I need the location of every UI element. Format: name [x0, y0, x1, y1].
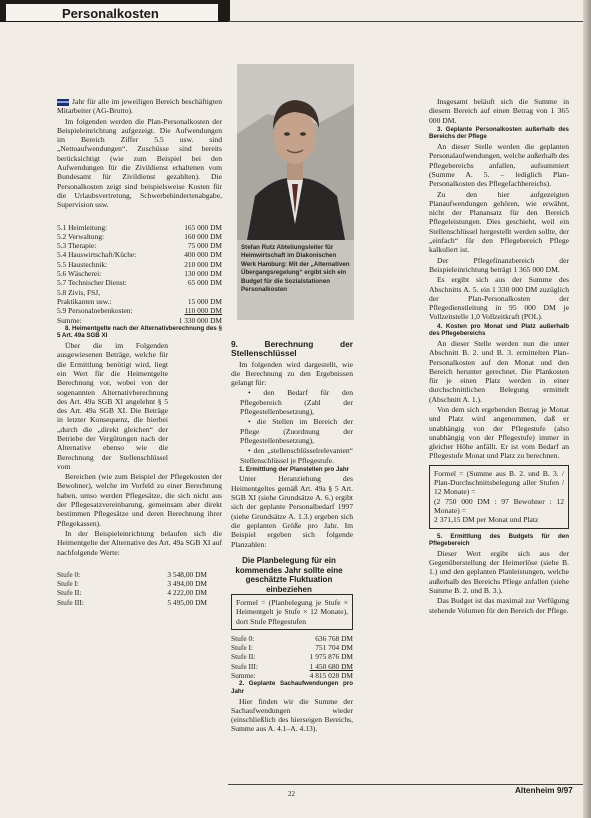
flag-icon	[57, 99, 69, 106]
body-paragraph: Über die im Folgenden ausgewiesenen Beträge, welche für die Ermittlung benötigt wird, liegt ein Wert für die Heimentgelte Berechnung vor, wobei von der sogenannten Alternativberechnung des Art. 49a SGB XI angelehnt § 5 des Art. 49a SGB XI. Die Beträge in letzter Konsequenz, die hierbei „durch die „direkt gleichen“ der Betriebe der Vergütungen nach der Alternative ebenso wie die Berechnung der Stellenschlüssel vom	[57, 341, 168, 471]
list-item: • die Stellen im Bereich der Pflege (Zuordnung der Pflegestellenbesetzung),	[240, 417, 353, 445]
body-paragraph: Im folgenden wird dargestellt, wie die Berechnung zu den Ergebnissen gelangt für:	[231, 359, 353, 388]
body-paragraph: Von dem sich ergebenden Betrag je Monat und Platz wird angenommen, daß er unabhängig von der Pflegestufe (also unabhängig von der Pflegestufe) immer in gleicher Höhe anfällt. Er ist vom Bedarf an Pflegestufe Monat und Platz zu berechnen.	[429, 404, 569, 461]
portrait-illustration	[237, 64, 354, 240]
entgelt-level-table	[57, 570, 207, 607]
section-heading: 9. Berechnung der Stellenschlüssel	[231, 339, 353, 359]
row-label: Stufe III:	[231, 661, 258, 671]
section-heading: 5. Ermittlung des Budgets für den Pflegebereich	[429, 532, 569, 548]
row-value: 110 000 DM	[184, 306, 222, 316]
personnel-cost-table	[57, 223, 222, 325]
section-heading: 1. Ermittlung der Planstellen pro Jahr	[239, 465, 350, 473]
row-label: 5.6 Wäscherei:	[57, 269, 102, 279]
body-paragraph: Zu den hier aufgezeigten Planaufwendungen gehören, wie erwähnt, nicht der Planansatz für den Bereich Pflegeleistungen. Dies geschieht, weil ein Stellenschlüssel hergestellt werden sollte, der „einfach“ für den Pflegebereich Pflege kalkuliert ist.	[429, 189, 569, 255]
row-label: Stufe II:	[231, 652, 256, 662]
stage-row	[231, 671, 353, 680]
row-value: 160 000 DM	[184, 231, 222, 241]
body-paragraph: In der Beispieleinrichtung belaufen sich die Heimentgelte der Alternative des Art. 49a SGB XI auf nachfolgende Werte:	[57, 528, 222, 557]
row-label: 5.1 Heimleitung:	[57, 222, 108, 232]
body-paragraph: Das Budget ist das maximal zur Verfügung stehende Volumen für den Bereich der Pflege.	[429, 596, 569, 615]
section-label-box	[5, 3, 219, 22]
stage-row	[231, 643, 353, 652]
row-label: Stufe I:	[231, 643, 253, 653]
section-heading: 4. Kosten pro Monat und Platz außerhalb des Pflegebereichs	[429, 322, 569, 338]
cost-row	[57, 223, 222, 232]
row-label: 5.4 Hauswirtschaft/Küche:	[57, 250, 137, 260]
list-item: • den Bedarf für den Pflegebereich (Zahl der Pflegestellenbesetzung),	[240, 388, 354, 417]
photo-caption-box	[237, 240, 354, 320]
cost-row	[57, 316, 222, 325]
column-left	[57, 97, 222, 607]
row-label: Stufe 0:	[57, 569, 81, 579]
formula-box	[429, 465, 569, 529]
level-row	[57, 588, 207, 597]
row-value: 3 494,00 DM	[167, 579, 207, 589]
row-label: Summe:	[231, 671, 256, 681]
formula-line: (2 750 000 DM : 97 Bewohner : 12 Monate) =	[434, 496, 564, 515]
row-value: 636 768 DM	[315, 633, 353, 643]
photo-caption: Stefan Rutz Abteilungsleiter für Heimwirtschaft im Diakonischen Werk Hamburg: Mit der „Alternativen Übergangsregelung“ ergibt sich ein Budget für die Sozialstationen Personalkosten	[241, 244, 350, 294]
row-value: 751 704 DM	[315, 643, 353, 653]
row-value: 130 000 DM	[184, 269, 222, 279]
row-label: 5.5 Haustechnik:	[57, 259, 108, 269]
magazine-issue: Altenheim 9/97	[515, 786, 573, 795]
portrait-photo	[237, 64, 354, 240]
row-value: 1 450 680 DM	[309, 661, 353, 671]
cost-row	[57, 232, 222, 241]
cost-row	[57, 269, 222, 278]
body-paragraph: Dieser Wert ergibt sich aus der Gegenüberstellung der Heimerlöse (siehe B. 1.) und den geplanten Planleistungen, welche außerhalb des Bereichs Pflege anfallen (siehe Summe B. 2. und B. 3.).	[429, 548, 569, 595]
row-value: 65 000 DM	[187, 278, 222, 288]
row-value: 165 000 DM	[184, 222, 222, 232]
row-label: 5.2 Verwaltung:	[57, 231, 105, 241]
body-paragraph: An dieser Stelle werden nun die unter Abschnitt B. 2. und B. 3. ermittelten Plan-Personalkosten auf den Monat und den Bereich herunter gerechnet. Die Plankosten für je einen Platz werden in einer durchschnittlichen Belegung ermittelt (Abschnitt A. 1.).	[429, 338, 569, 404]
section-ribbon	[0, 0, 230, 22]
column-middle-lower	[231, 590, 353, 735]
cost-row	[57, 288, 222, 297]
formula-text: Formel = (Planbelegung je Stufe × Heimentgelt je Stufe × 12 Monate), dort Stufe Pflegestufen	[236, 598, 348, 626]
row-label: 5.8 Zivis, FSJ,	[57, 287, 100, 297]
row-value: 1 975 876 DM	[309, 652, 353, 662]
body-paragraph: Der Pflegefinanzbereich der Beispieleinrichtung beträgt 1 365 000 DM.	[429, 255, 569, 274]
cost-row	[57, 241, 222, 250]
row-label: Stufe III:	[57, 597, 84, 607]
body-paragraph: Insgesamt beläuft sich die Summe in diesem Bereich auf einen Betrag von 1 365 000 DM.	[429, 97, 569, 125]
cost-row	[57, 297, 222, 306]
body-paragraph: Im folgenden werden die Plan-Personalkosten der Beispieleinrichtung aufgezeigt. Die Aufwendungen im Bereich Ziffer 5.5 usw. sind „Nettoaufwendungen“. Zuschüsse sind bereits berücksichtigt (wie zum Beispiel bei den Aufwendungen für die Zivildienst erhaltenen vom Bundesamt für Zivildienst gezahlten). Die Personalkosten zeigt sind beispielsweise Kosten für die Urlaubsvertretung, Schwerbehindertenabgabe, Supervision usw.	[57, 116, 222, 210]
column-middle	[231, 340, 353, 550]
footer-rule	[228, 784, 583, 785]
row-value: 75 000 DM	[187, 241, 222, 251]
row-value: 5 495,00 DM	[167, 597, 207, 607]
column-right	[429, 97, 569, 616]
row-label: Stufe 0:	[231, 633, 255, 643]
cost-row	[57, 278, 222, 287]
row-label: 5.3 Therapie:	[57, 241, 97, 251]
level-row	[57, 579, 207, 588]
list-item: • den „stellenschlüsselrelevanten“ Stellenschlüssel je Pflegestufe.	[240, 446, 353, 465]
body-paragraph: Unter Heranziehung des Heimentgeltes gemäß Art. 49a § 5 Art. SGB XI (siehe Grundsätze A. 6.) ergibt sich der geplante Personalbedarf 1997 (siehe Grundsätze A. 1.3.) ergeben sich die geplanten Größe pro Jahr. Im Beispiel ergeben sich folgende Planzahlen:	[231, 474, 353, 549]
section-title: Personalkosten	[62, 6, 159, 21]
row-value: 1 330 000 DM	[178, 315, 222, 325]
page-number: 22	[288, 790, 295, 798]
stage-row	[231, 634, 353, 643]
body-paragraph: Es ergibt sich aus der Summe des Abschnitts A. 5. ein 1 330 000 DM zuzüglich der Plan-Personalkosten der Pflegedienstleitung in 95 000 DM je Vollzeitstelle 1,0 Vollzeitkraft (POL).	[429, 275, 569, 322]
cost-row	[57, 306, 222, 315]
row-label: Praktikanten usw.:	[57, 296, 112, 306]
row-label: 5.9 Personalnebenkosten:	[57, 306, 133, 316]
body-paragraph: An dieser Stelle werden die geplanten Personalaufwendungen, welche außerhalb des Pflegebereichs anfallen, aufsummiert (Summe A. 5. – lediglich Plan-Personalkosten des Pflegefachbereichs).	[429, 142, 570, 189]
row-value: 4 815 028 DM	[309, 671, 353, 681]
section-heading: 8. Heimentgelte nach der Alternativberechnung des § 5 Art. 49a SGB XI	[57, 324, 222, 340]
formula-line: 2 371,15 DM per Monat und Platz	[434, 515, 539, 525]
header-rule	[228, 21, 583, 22]
body-paragraph: Hier finden wir die Summe der Sachaufwendungen wieder (einschließlich des hierseigen Bereichs, Summe aus A. 4.1–A. 4.13).	[231, 696, 353, 734]
body-paragraph: Bereichen (wie zum Beispiel der Pflegekosten der Bewohner), welche im Vorfeld zu einer Berechnung haben, umso werden Pflegesätze, die sich nicht aus der Pflegesatzvereinbarung, gemeinsam aber direkt bestimmen Pflegesätze und deren Berechnung ihrer Pflegekassen).	[57, 472, 222, 528]
intro-paragraph: Jahr für alle im jeweiligen Bereich beschäftigten Mitarbeiter (AG-Brutto).	[57, 97, 222, 116]
row-value	[164, 288, 222, 297]
row-value: 400 000 DM	[184, 250, 222, 260]
stage-row	[231, 652, 353, 661]
cost-row	[57, 250, 222, 259]
cost-row	[57, 260, 222, 269]
page-edge	[583, 0, 591, 818]
level-row	[57, 598, 207, 607]
row-value: 3 548,00 DM	[167, 569, 207, 579]
row-value: 15 000 DM	[187, 296, 222, 306]
pull-quote: Die Planbelegung für ein kommendes Jahr sollte eine geschätzte Fluktuation einbeziehen	[235, 556, 343, 594]
row-label: Stufe II:	[57, 588, 82, 598]
section-heading: 2. Geplante Sachaufwendungen pro Jahr	[231, 680, 353, 695]
formula-line: Formel = (Summe aus B. 2. und B. 3. / Plan-Durchschnittsbelegung aller Stufen / 12 Monate) =	[434, 468, 564, 497]
level-row	[57, 570, 207, 579]
stage-revenue-table	[231, 634, 353, 680]
row-label: Summe:	[57, 315, 82, 325]
section-heading: 3. Geplante Personalkosten außerhalb des Bereichs der Pflege	[429, 125, 569, 141]
formula-box	[231, 594, 353, 630]
row-value: 4 222,00 DM	[167, 588, 207, 598]
stage-row	[231, 662, 353, 671]
row-value: 210 000 DM	[184, 259, 222, 269]
row-label: 5.7 Technischer Dienst:	[57, 278, 127, 288]
row-label: Stufe I:	[57, 579, 79, 589]
